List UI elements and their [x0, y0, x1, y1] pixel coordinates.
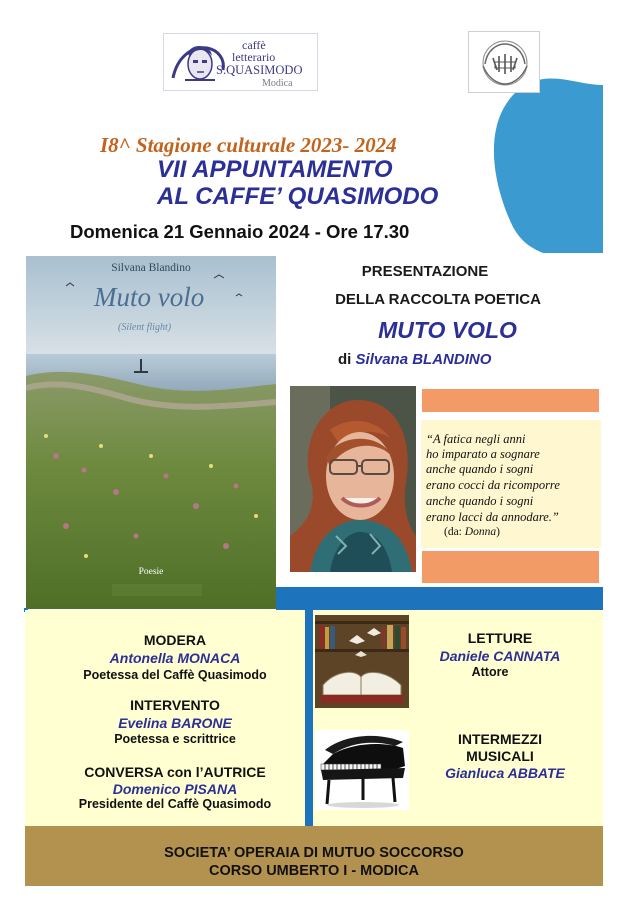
logo-line1: caffè [242, 38, 266, 52]
author-portrait [290, 386, 416, 572]
name-music: Gianluca ABBATE [445, 765, 565, 781]
quote-line: erano lacci da annodare.” [426, 510, 559, 524]
caffe-quasimodo-logo [163, 33, 318, 91]
seal-icon [475, 36, 535, 90]
desc-conversation: Presidente del Caffè Quasimodo [78, 797, 272, 811]
quote-line: anche quando i sogni [426, 494, 534, 508]
role-conversation: CONVERSA con l’AUTRICE [84, 764, 266, 780]
logo-line2: letterario [232, 50, 276, 64]
desc-readings: Attore [471, 665, 509, 679]
role-moderator: MODERA [143, 632, 207, 648]
desc-moderator: Poetessa del Caffè Quasimodo [83, 668, 267, 682]
book-cover-genre: Poesie [138, 567, 164, 577]
name-readings: Daniele CANNATA [439, 648, 561, 664]
quote-line: erano cocci da ricomporre [426, 478, 560, 492]
divider-band [276, 587, 603, 611]
quote-accent-top [422, 389, 599, 412]
event-date-time: Domenica 21 Gennaio 2024 - Ore 17.30 [70, 221, 410, 242]
role-intervention: INTERVENTO [130, 697, 220, 713]
appointment-line1: VII APPUNTAMENTO [157, 156, 393, 183]
quote-accent-bottom [422, 551, 599, 583]
role-music-line2: MUSICALI [466, 748, 534, 764]
appointment-line2: AL CAFFE’ QUASIMODO [157, 183, 439, 210]
book-cover [26, 256, 276, 609]
desc-intervention: Poetessa e scrittrice [114, 732, 236, 746]
quote-source-suffix: ) [496, 526, 500, 538]
music-image [315, 730, 409, 810]
author-portrait-art [290, 386, 416, 572]
byline-author: Silvana BLANDINO [355, 351, 492, 368]
quote-source-prefix: (da: [444, 526, 465, 538]
quote-line: “A fatica negli anni [426, 432, 526, 446]
role-music-line1: INTERMEZZI [458, 731, 542, 747]
quote-source-title: Donna [464, 526, 497, 538]
grand-piano-icon [315, 730, 409, 810]
name-intervention: Evelina BARONE [118, 715, 232, 731]
quote-line: anche quando i sogni [426, 462, 534, 476]
seal [468, 31, 540, 93]
presentation-line2: DELLA RACCOLTA POETICA [335, 291, 541, 308]
book-cover-subtitle: (Silent flight) [118, 322, 172, 333]
presentation-line1: PRESENTAZIONE [361, 263, 489, 280]
logo-line4: Modica [262, 78, 293, 89]
role-readings: LETTURE [467, 630, 533, 646]
book-cover-author: Silvana Blandino [111, 262, 191, 274]
presentation-byline [338, 351, 491, 368]
presentation-book-title: MUTO VOLO [378, 317, 517, 343]
footer-address: CORSO UMBERTO I - MODICA [209, 863, 419, 879]
quote-line: ho imparato a sognare [426, 447, 540, 461]
logo-line3: S.QUASIMODO [216, 63, 303, 77]
name-conversation: Domenico PISANA [112, 781, 238, 797]
quote-source [444, 526, 500, 538]
season-title: I8^ Stagione culturale 2023- 2024 [100, 133, 397, 157]
flying-books-icon [315, 615, 409, 708]
byline-prefix: di [338, 351, 352, 368]
name-moderator: Antonella MONACA [109, 650, 241, 666]
book-cover-title: Muto volo [94, 282, 205, 312]
footer-organization: SOCIETA’ OPERAIA DI MUTUO SOCCORSO [164, 845, 464, 861]
readings-image [315, 615, 409, 708]
logo-portrait-icon [167, 38, 229, 86]
